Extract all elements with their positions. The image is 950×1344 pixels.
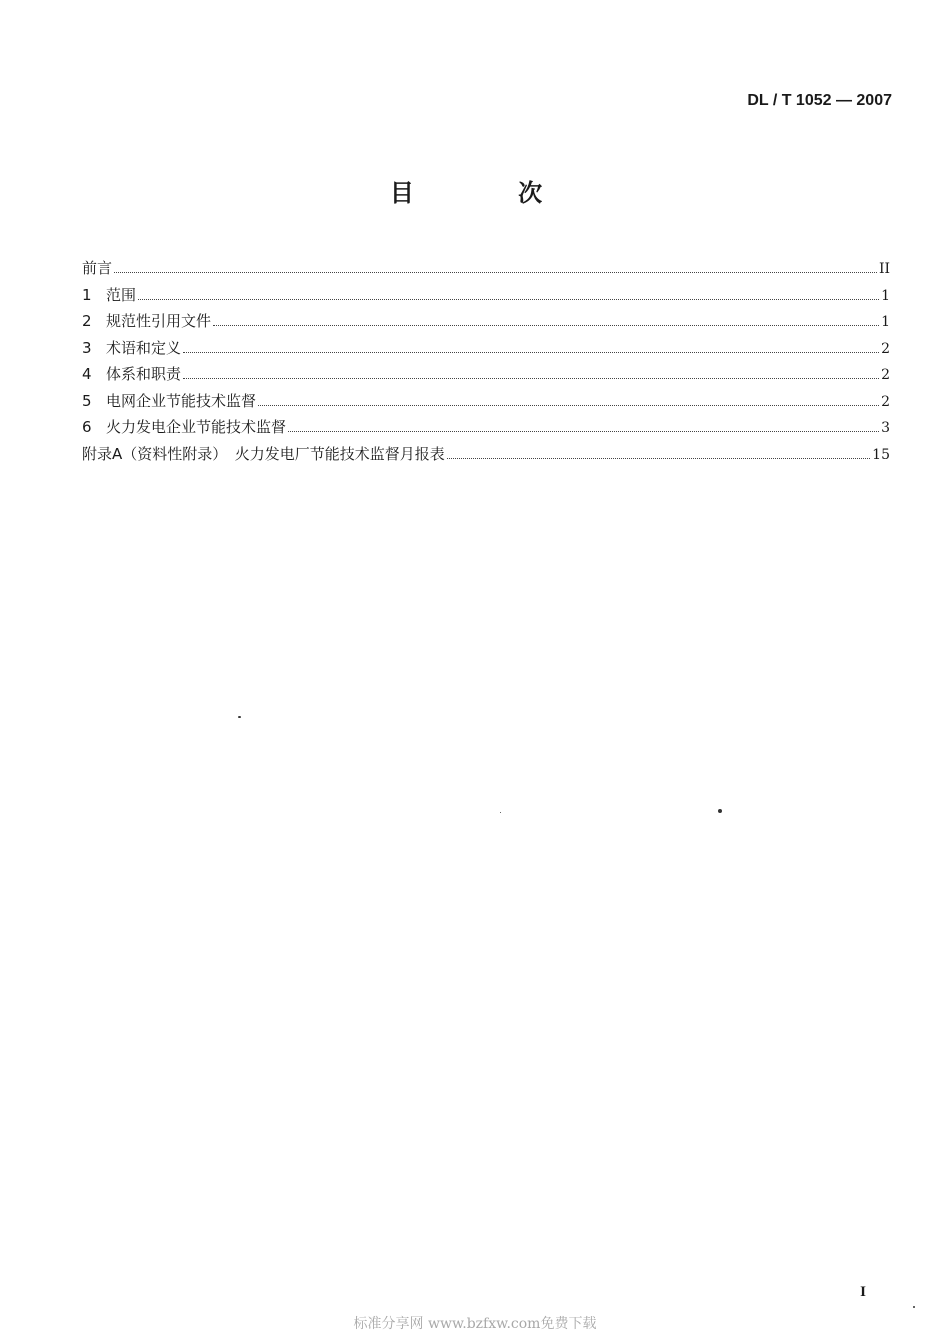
toc-entry-label: 火力发电企业节能技术监督 bbox=[106, 418, 287, 436]
toc-entry-label: 前言 bbox=[82, 259, 113, 277]
toc-entry-grid-supervision[interactable] bbox=[82, 390, 890, 417]
watermark-text[interactable]: 标准分享网 www.bzfxw.com免费下载 bbox=[353, 1316, 597, 1332]
toc-entry-page: 2 bbox=[881, 340, 890, 357]
toc-entry-normative-references[interactable] bbox=[82, 310, 890, 337]
toc-entry-page: 15 bbox=[872, 446, 890, 463]
toc-leader-dots bbox=[447, 457, 870, 459]
toc-leader-dots bbox=[288, 430, 879, 432]
toc-entry-number: 6 bbox=[82, 418, 92, 436]
toc-entry-page: 1 bbox=[881, 287, 890, 304]
toc-entry-label: 电网企业节能技术监督 bbox=[106, 391, 257, 410]
table-of-contents bbox=[82, 257, 890, 469]
scan-speck bbox=[500, 812, 501, 813]
toc-entry-label: 规范性引用文件 bbox=[106, 312, 212, 330]
toc-leader-dots bbox=[183, 351, 879, 353]
toc-entry-page: 1 bbox=[881, 314, 890, 330]
scan-speck bbox=[718, 809, 722, 813]
standard-code: DL / T 1052 — 2007 bbox=[747, 92, 892, 109]
toc-entry-page: 2 bbox=[881, 393, 890, 410]
toc-entry-label: 附录A（资料性附录） 火力发电厂节能技术监督月报表 bbox=[82, 444, 445, 463]
toc-leader-dots bbox=[183, 377, 879, 379]
toc-entry-system-duties[interactable] bbox=[82, 363, 890, 390]
toc-leader-dots bbox=[138, 298, 879, 300]
toc-entry-terms[interactable] bbox=[82, 337, 890, 364]
toc-entry-thermal-supervision[interactable] bbox=[82, 416, 890, 443]
scan-speck bbox=[913, 1306, 915, 1308]
toc-entry-page: 3 bbox=[881, 420, 890, 436]
toc-entry-number: 1 bbox=[82, 285, 92, 304]
scan-speck bbox=[238, 716, 241, 718]
toc-leader-dots bbox=[114, 271, 877, 273]
toc-entry-page: II bbox=[878, 261, 890, 277]
toc-entry-appendix-a[interactable] bbox=[82, 443, 890, 470]
toc-leader-dots bbox=[213, 324, 879, 326]
toc-entry-number: 5 bbox=[82, 391, 92, 410]
toc-entry-page: 2 bbox=[881, 367, 890, 383]
page-title: 目 次 bbox=[389, 179, 591, 207]
toc-entry-label: 术语和定义 bbox=[106, 338, 182, 357]
toc-entry-label: 范围 bbox=[106, 285, 137, 304]
toc-entry-number: 2 bbox=[82, 312, 92, 330]
toc-entry-number: 4 bbox=[82, 365, 92, 383]
toc-entry-number: 3 bbox=[82, 338, 92, 357]
toc-entry-preface[interactable] bbox=[82, 257, 890, 284]
toc-leader-dots bbox=[258, 404, 879, 406]
page-number: I bbox=[860, 1284, 866, 1300]
toc-entry-label: 体系和职责 bbox=[106, 365, 182, 383]
toc-entry-scope[interactable] bbox=[82, 284, 890, 311]
